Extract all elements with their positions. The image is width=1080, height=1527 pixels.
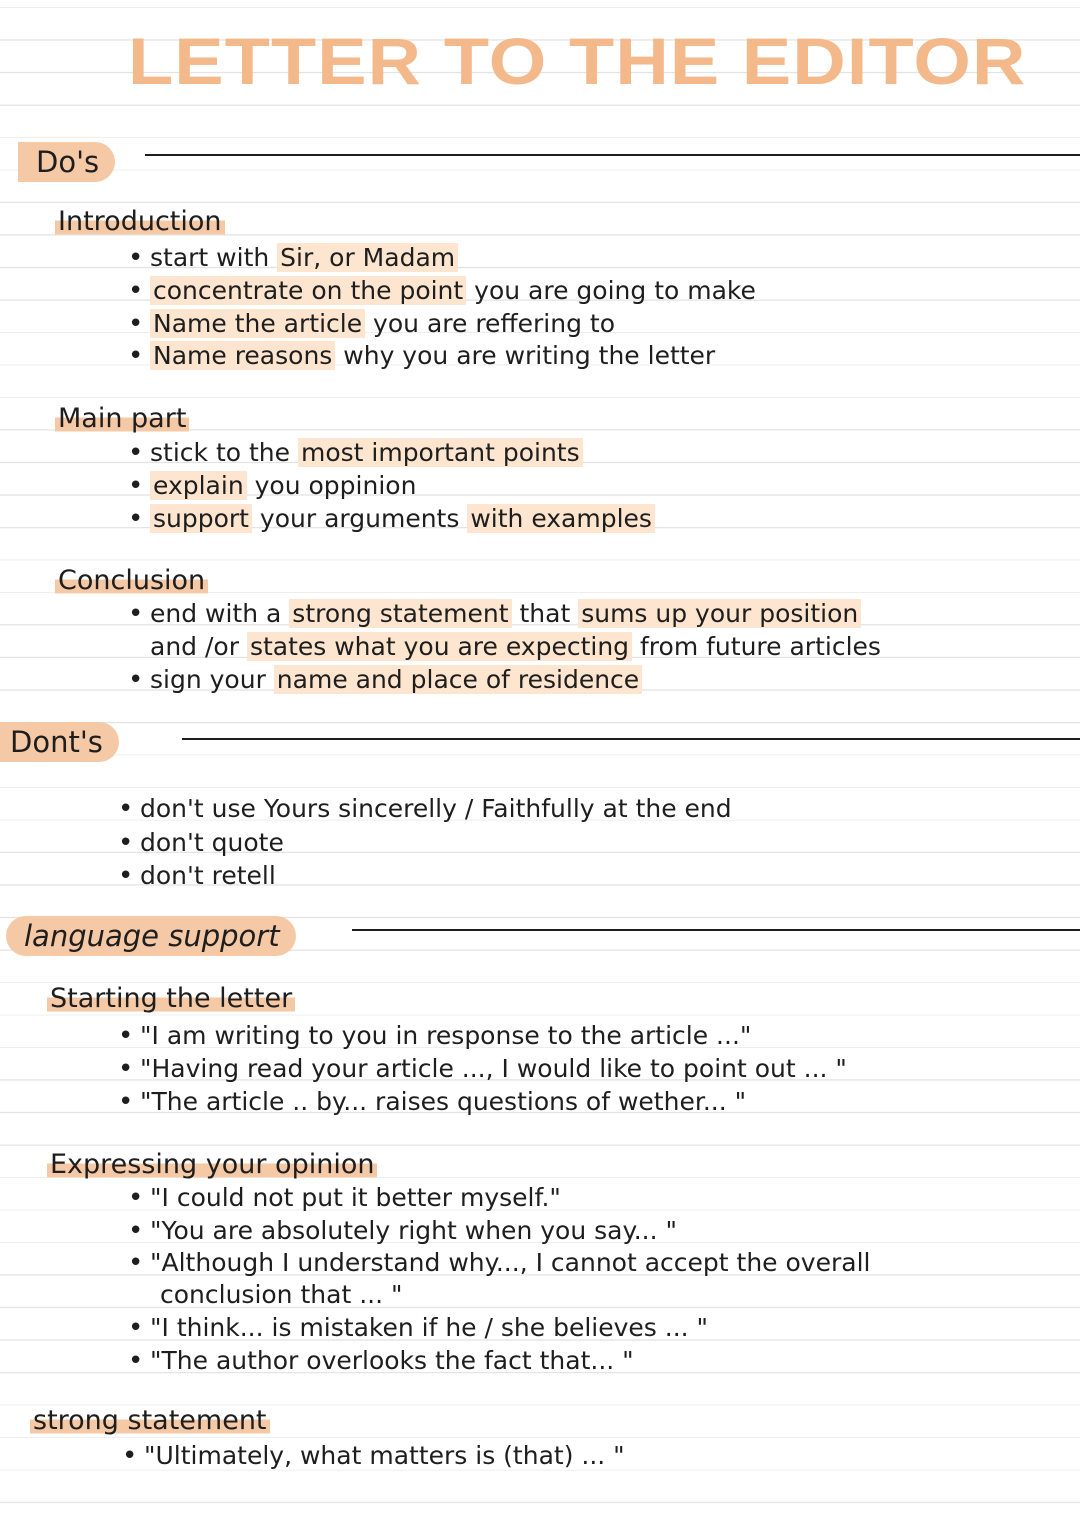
list-item: • start with Sir, or Madam	[128, 243, 458, 273]
language-rule	[352, 929, 1080, 931]
phrase-item: • "I could not put it better myself."	[128, 1183, 561, 1213]
list-item: • concentrate on the point you are going to make	[128, 276, 756, 306]
phrase-item-continuation: conclusion that ... "	[160, 1280, 403, 1309]
starting-heading: Starting the letter	[47, 984, 295, 1014]
conclusion-heading: Conclusion	[55, 566, 208, 596]
main-part-heading: Main part	[55, 404, 189, 434]
phrase-item: • "Ultimately, what matters is (that) ... "	[122, 1441, 625, 1471]
phrase-item: • "Having read your article ..., I would like to point out ... "	[118, 1054, 847, 1084]
list-item: • explain you oppinion	[128, 471, 416, 501]
introduction-heading: Introduction	[55, 207, 225, 237]
phrase-item: • "You are absolutely right when you say... "	[128, 1216, 677, 1246]
list-item: • don't retell	[118, 861, 276, 891]
phrase-item: • "I am writing to you in response to the article ..."	[118, 1021, 751, 1051]
expressing-heading: Expressing your opinion	[47, 1150, 377, 1180]
list-item: • Name reasons why you are writing the letter	[128, 341, 715, 371]
list-item: • end with a strong statement that sums up your position	[128, 599, 861, 629]
phrase-item: • "The author overlooks the fact that... "	[128, 1346, 634, 1376]
language-support-heading: language support	[6, 916, 296, 956]
list-item: • don't quote	[118, 828, 284, 858]
strong-statement-heading: strong statement	[30, 1406, 270, 1436]
dos-rule	[145, 154, 1080, 156]
list-item: • sign your name and place of residence	[128, 665, 642, 695]
donts-heading: Dont's	[0, 722, 119, 762]
list-item: • stick to the most important points	[128, 438, 583, 468]
page-title: LETTER TO THE EDITOR	[128, 24, 1027, 98]
phrase-item: • "I think... is mistaken if he / she believes ... "	[128, 1313, 708, 1343]
list-item-continuation: and /or states what you are expecting from future articles	[150, 632, 881, 661]
donts-rule	[182, 738, 1080, 740]
list-item: • support your arguments with examples	[128, 504, 655, 534]
list-item: • don't use Yours sincerelly / Faithfully at the end	[118, 794, 732, 824]
list-item: • Name the article you are reffering to	[128, 309, 615, 339]
dos-heading: Do's	[18, 142, 115, 182]
phrase-item: • "Although I understand why..., I cannot accept the overall	[128, 1248, 870, 1278]
phrase-item: • "The article .. by... raises questions of wether... "	[118, 1087, 746, 1117]
